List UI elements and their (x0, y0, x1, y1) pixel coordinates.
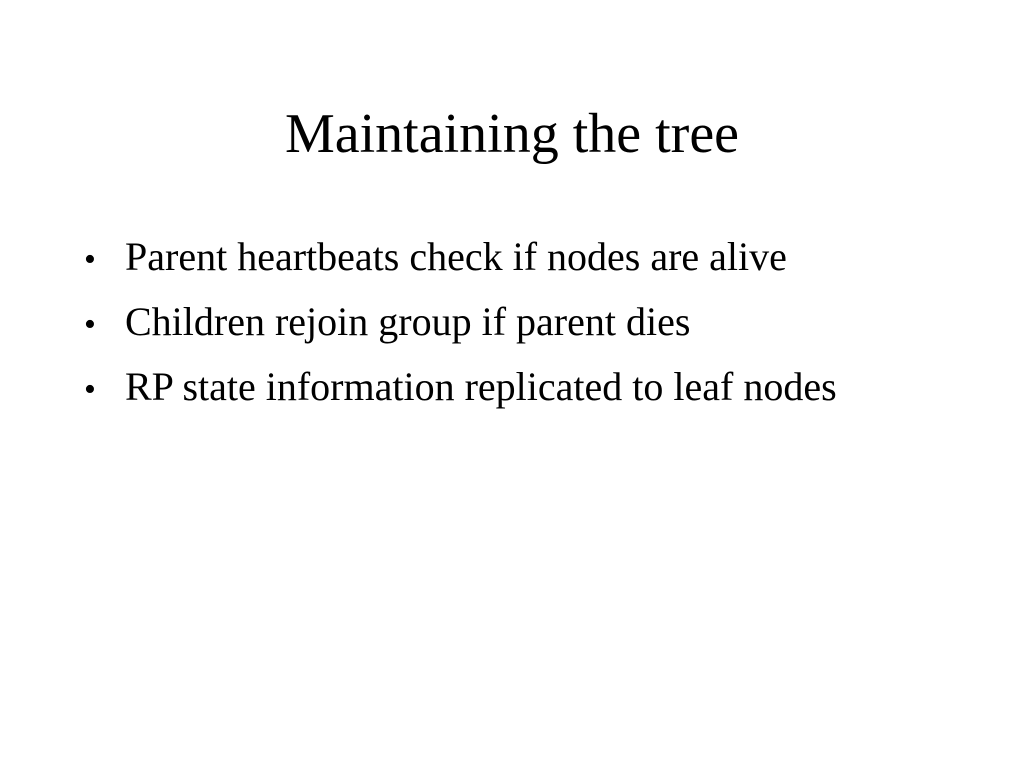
bullet-text: RP state information replicated to leaf nodes (125, 364, 837, 409)
list-item (84, 228, 984, 293)
bullet-marker: • (84, 306, 96, 343)
bullet-list (84, 228, 984, 423)
bullet-marker: • (84, 371, 96, 408)
bullet-text: Parent heartbeats check if nodes are alive (125, 234, 787, 279)
list-item (84, 293, 984, 358)
bullet-marker: • (84, 241, 96, 278)
bullet-text: Children rejoin group if parent dies (125, 299, 691, 344)
slide-title: Maintaining the tree (284, 103, 740, 165)
list-item (84, 358, 984, 423)
